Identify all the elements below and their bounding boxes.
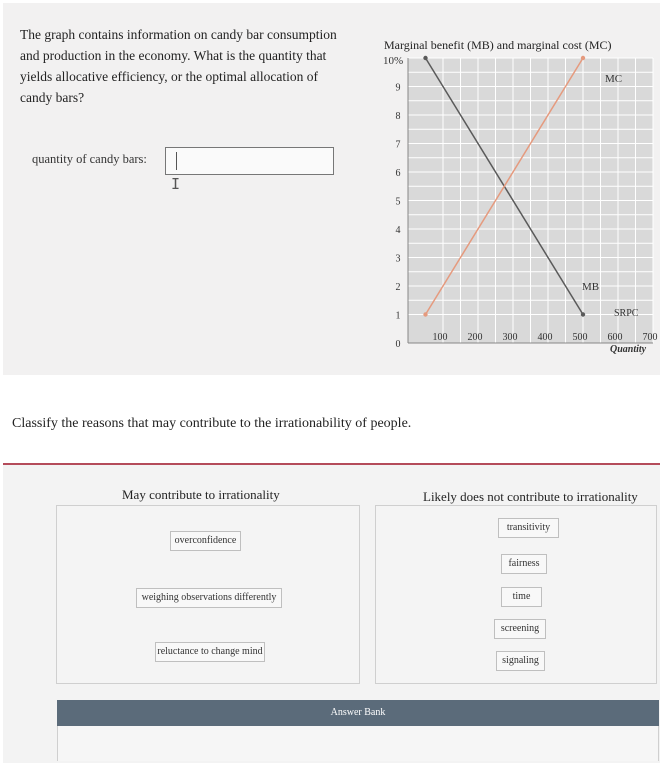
classify-instruction: Classify the reasons that may contribute to the irrationability of people. [12, 416, 412, 431]
chip-screening[interactable]: screening [494, 619, 546, 639]
y-tick-label: 0 [395, 339, 401, 350]
chip-overconfidence[interactable]: overconfidence [170, 531, 241, 551]
x-tick-label: 700 [642, 332, 658, 343]
chip-weighing-observations-differently[interactable]: weighing observations differently [136, 588, 282, 608]
chip-transitivity[interactable]: transitivity [498, 518, 559, 538]
y-tick-label: 8 [395, 111, 401, 122]
x-tick-label: 500 [572, 332, 588, 343]
quantity-label: quantity of candy bars: [32, 152, 147, 166]
mb-endpoint[interactable] [423, 56, 427, 60]
chip-time[interactable]: time [501, 587, 542, 607]
answer-bank-header: Answer Bank [57, 700, 659, 726]
y-tick-labels [396, 83, 401, 351]
mc-endpoint[interactable] [423, 312, 427, 316]
x-tick-label: 300 [502, 332, 518, 343]
mc-endpoint[interactable] [581, 56, 585, 60]
x-tick-label: 100 [432, 332, 448, 343]
answer-bank-area[interactable] [57, 726, 659, 761]
y-tick-label: 6 [395, 168, 401, 179]
y-tick-label: 9 [395, 82, 401, 94]
mb-label: MB [582, 281, 600, 293]
chip-fairness[interactable]: fairness [501, 554, 547, 574]
right-bin-title: Likely does not contribute to irrationality [423, 489, 638, 504]
x-axis-label: Quantity [610, 344, 647, 355]
mc-label: MC [605, 73, 623, 85]
ibeam-cursor-icon: I [171, 175, 181, 193]
left-bin-title: May contribute to irrationality [122, 487, 280, 502]
chart-title: Marginal benefit (MB) and marginal cost (MC) [384, 38, 612, 52]
y-tick-label: 5 [395, 196, 401, 208]
y-top-label: 10% [383, 55, 404, 67]
srpc-label: SRPC [614, 308, 639, 319]
chip-reluctance-to-change-mind[interactable]: reluctance to change mind [155, 642, 265, 662]
y-tick-label: 2 [395, 282, 401, 293]
y-tick-label: 3 [395, 253, 401, 265]
question-text: The graph contains information on candy bar consumption and production in the economy. What is the quantity that yields allocative efficiency, or the optimal allocation of candy bars? [20, 27, 337, 105]
grid-lines [408, 58, 653, 343]
x-tick-label: 400 [537, 332, 553, 343]
y-tick-label: 1 [395, 310, 401, 322]
y-tick-label: 7 [395, 139, 401, 151]
mb-mc-chart [0, 0, 663, 380]
mb-endpoint[interactable] [581, 312, 585, 316]
chip-signaling[interactable]: signaling [496, 651, 545, 671]
x-tick-label: 200 [467, 332, 483, 343]
y-tick-label: 4 [395, 225, 401, 236]
x-tick-label: 600 [607, 332, 623, 343]
